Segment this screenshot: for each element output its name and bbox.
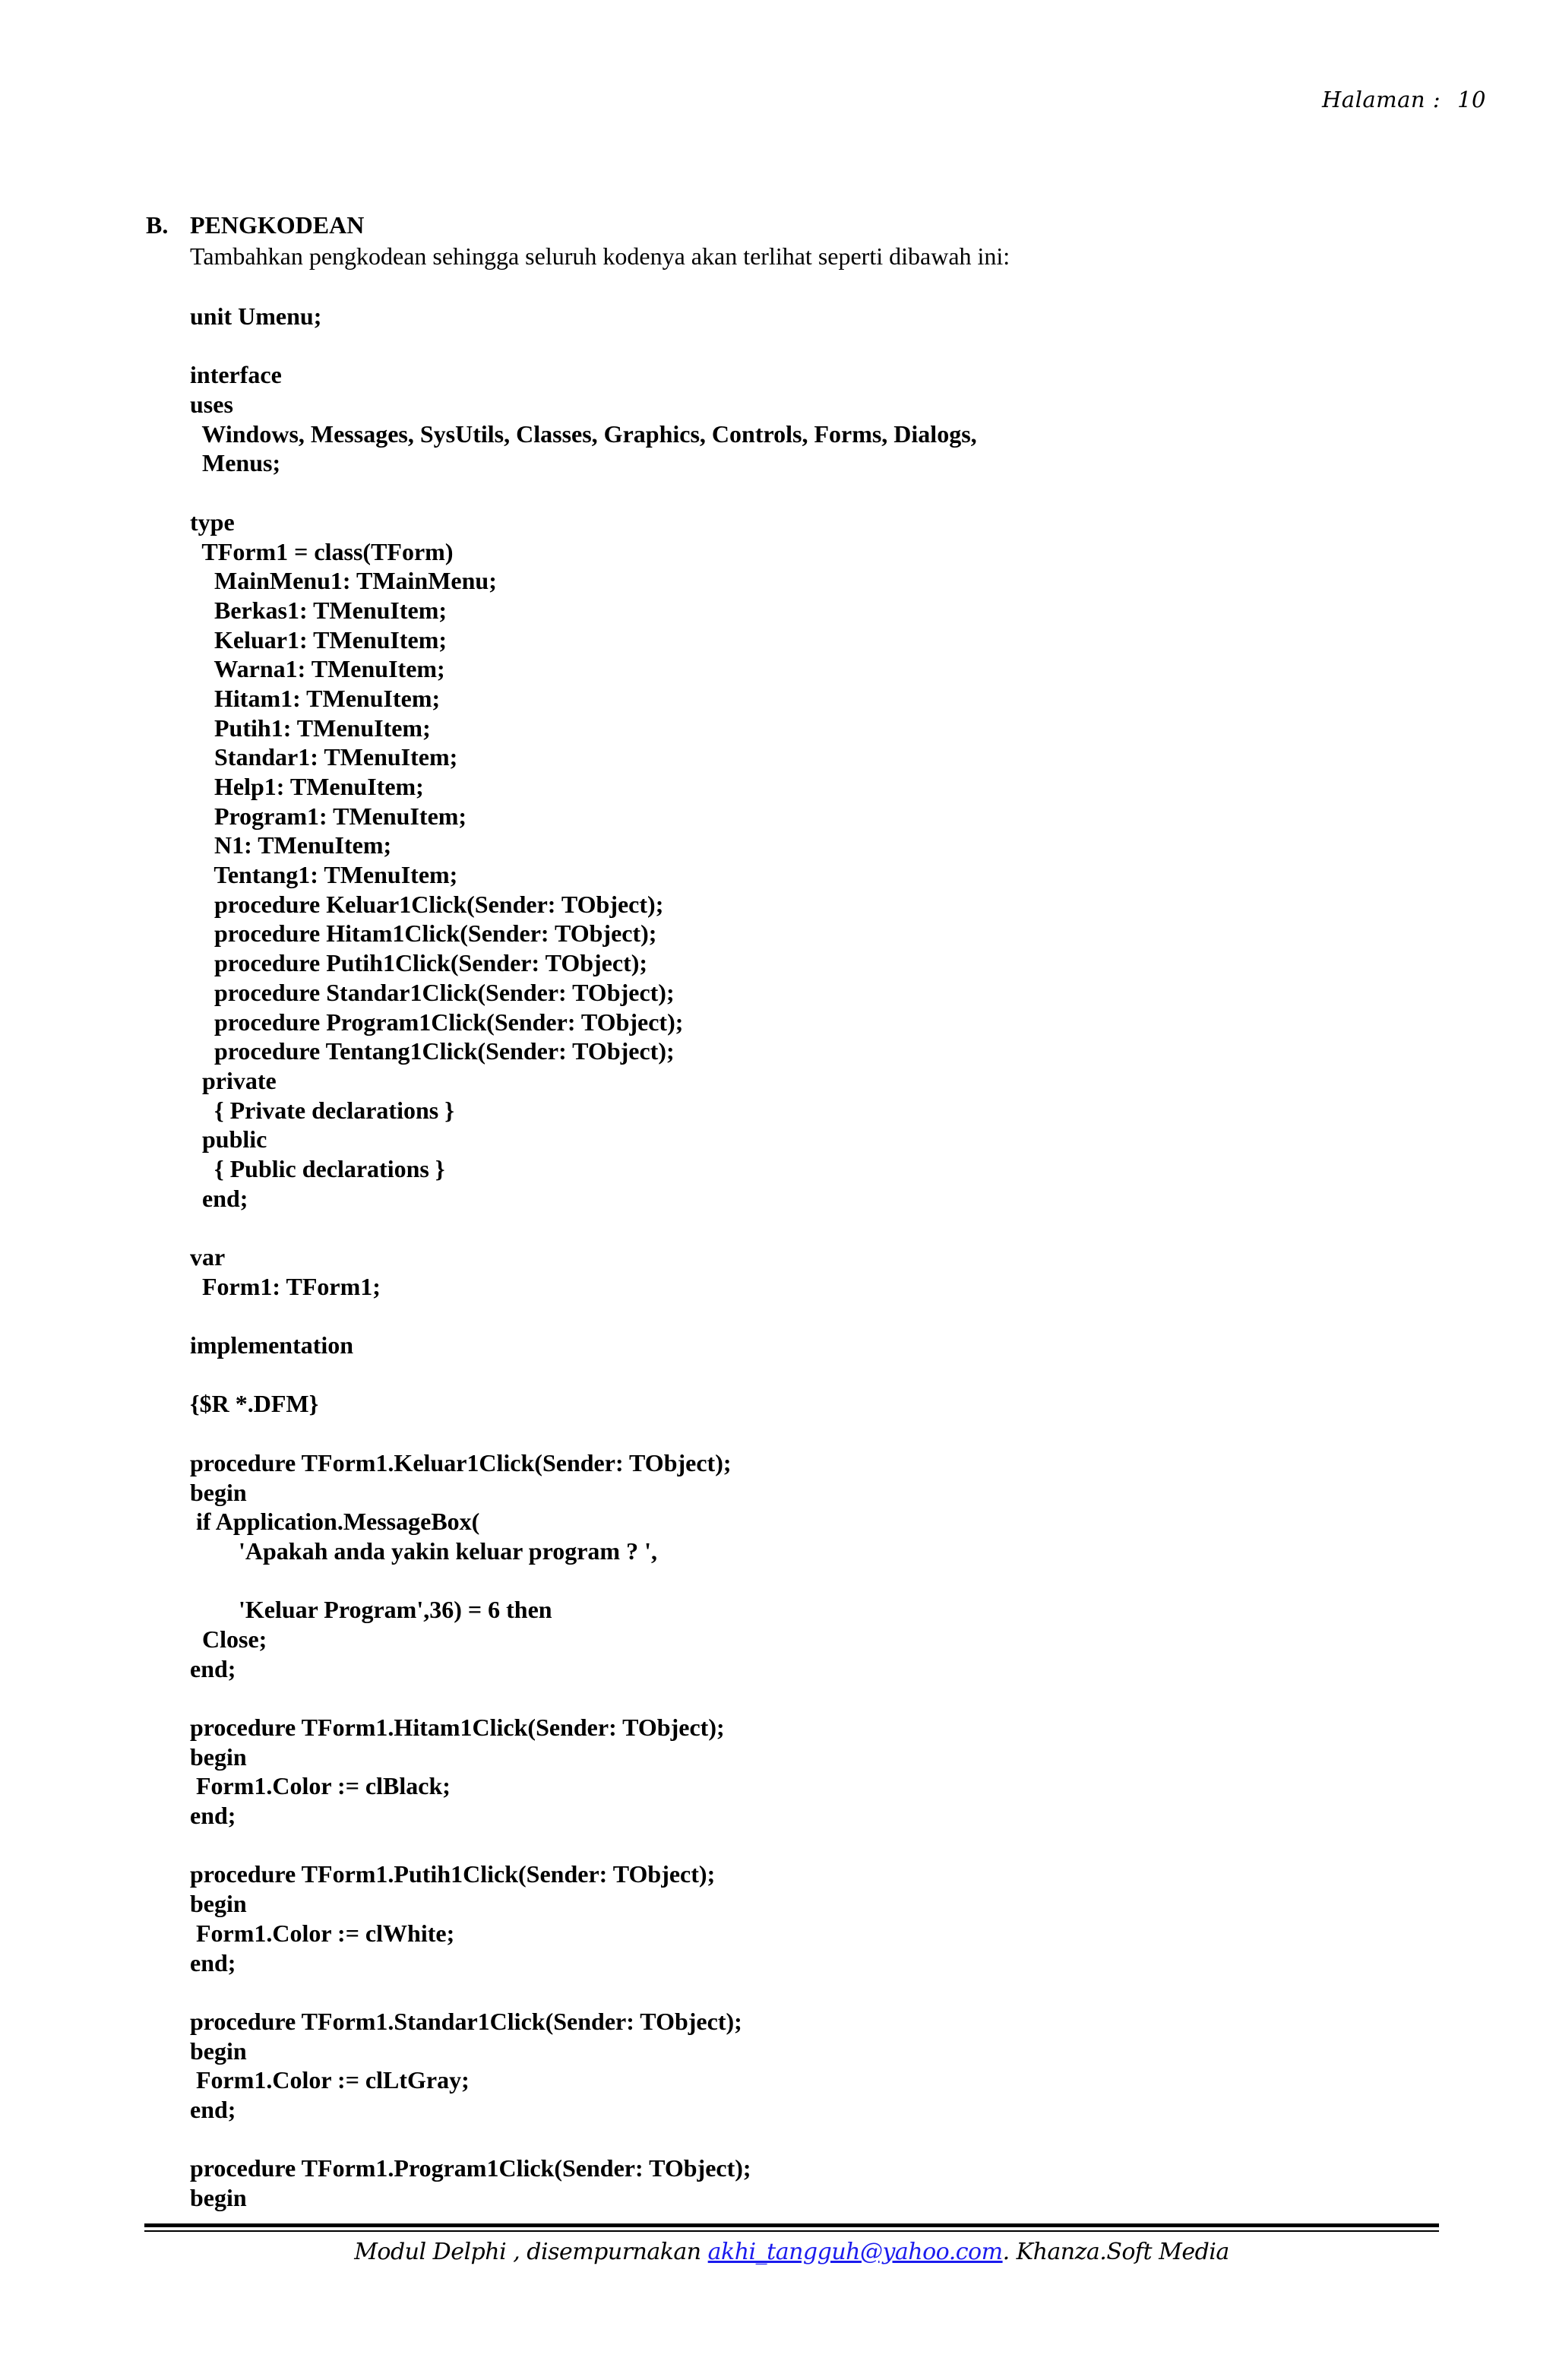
page-label: Halaman : bbox=[1321, 87, 1441, 112]
page-footer bbox=[144, 2239, 1439, 2265]
code-line bbox=[190, 1213, 977, 1242]
code-line: begin bbox=[190, 2037, 247, 2065]
code-line bbox=[190, 478, 977, 508]
code-line: Hitam1: TMenuItem; bbox=[190, 684, 441, 712]
code-line: Form1.Color := clLtGray; bbox=[190, 2066, 470, 2094]
code-line: end; bbox=[190, 1802, 236, 1830]
code-line: procedure TForm1.Program1Click(Sender: TObject); bbox=[190, 2154, 751, 2182]
code-line: {$R *.DFM} bbox=[190, 1390, 319, 1418]
footer-email-link[interactable]: akhi_tangguh@yahoo.com bbox=[707, 2239, 1003, 2265]
code-line: Putih1: TMenuItem; bbox=[190, 714, 431, 742]
code-line: unit Umenu; bbox=[190, 302, 322, 330]
code-line bbox=[190, 2125, 977, 2154]
footer-rule-thin bbox=[144, 2230, 1439, 2232]
code-line: N1: TMenuItem; bbox=[190, 831, 392, 859]
code-line: 'Keluar Program',36) = 6 then bbox=[190, 1596, 552, 1624]
code-line: MainMenu1: TMainMenu; bbox=[190, 567, 497, 595]
code-line: Berkas1: TMenuItem; bbox=[190, 596, 448, 624]
code-line: interface bbox=[190, 361, 282, 389]
code-line: implementation bbox=[190, 1331, 354, 1359]
code-line bbox=[190, 1419, 977, 1448]
code-line: Keluar1: TMenuItem; bbox=[190, 625, 448, 654]
code-line: end; bbox=[190, 1948, 236, 1976]
code-line: var bbox=[190, 1243, 226, 1271]
code-line: procedure TForm1.Hitam1Click(Sender: TObject); bbox=[190, 1714, 725, 1741]
code-line: procedure Tentang1Click(Sender: TObject); bbox=[190, 1037, 675, 1065]
code-line bbox=[190, 1360, 977, 1390]
code-line: Tentang1: TMenuItem; bbox=[190, 861, 458, 889]
page-number: 10 bbox=[1457, 87, 1486, 112]
code-line: procedure TForm1.Putih1Click(Sender: TObject); bbox=[190, 1860, 716, 1888]
section-title: PENGKODEAN bbox=[190, 211, 365, 239]
code-line: Warna1: TMenuItem; bbox=[190, 655, 445, 683]
code-line: procedure Keluar1Click(Sender: TObject); bbox=[190, 890, 664, 918]
footer-rule-thick bbox=[144, 2223, 1439, 2227]
code-line: end; bbox=[190, 1184, 248, 1212]
code-line: Windows, Messages, SysUtils, Classes, Graphics, Controls, Forms, Dialogs, bbox=[190, 419, 977, 448]
code-line: Form1.Color := clBlack; bbox=[190, 1772, 451, 1800]
code-line: uses bbox=[190, 391, 233, 419]
code-line: begin bbox=[190, 2184, 247, 2211]
code-line: Menus; bbox=[190, 449, 281, 477]
code-listing bbox=[190, 302, 977, 2213]
footer-suffix: . Khanza.Soft Media bbox=[1002, 2239, 1229, 2265]
code-line bbox=[190, 1566, 977, 1596]
code-line bbox=[190, 1831, 977, 1860]
code-line: procedure Standar1Click(Sender: TObject); bbox=[190, 978, 675, 1006]
code-line: type bbox=[190, 508, 235, 536]
code-line bbox=[190, 331, 977, 361]
code-line: procedure TForm1.Standar1Click(Sender: TObject); bbox=[190, 2007, 742, 2035]
code-line: private bbox=[190, 1066, 277, 1094]
code-line: Help1: TMenuItem; bbox=[190, 773, 424, 800]
code-line: begin bbox=[190, 1742, 247, 1771]
page-header bbox=[1322, 87, 1486, 112]
code-line: Form1: TForm1; bbox=[190, 1272, 381, 1300]
code-line bbox=[190, 1683, 977, 1713]
code-line: Close; bbox=[190, 1625, 267, 1653]
code-line: Standar1: TMenuItem; bbox=[190, 743, 458, 771]
code-line: 'Apakah anda yakin keluar program ? ', bbox=[190, 1537, 657, 1565]
code-line: procedure Putih1Click(Sender: TObject); bbox=[190, 949, 648, 977]
code-line: { Public declarations } bbox=[190, 1154, 445, 1182]
code-line: end; bbox=[190, 1654, 236, 1682]
code-line: begin bbox=[190, 1890, 247, 1918]
code-line: public bbox=[190, 1125, 267, 1154]
code-line: procedure Program1Click(Sender: TObject); bbox=[190, 1008, 684, 1036]
section-heading bbox=[146, 213, 364, 237]
code-line: begin bbox=[190, 1478, 247, 1506]
footer-prefix: Modul Delphi , disempurnakan bbox=[354, 2239, 708, 2265]
code-line: Form1.Color := clWhite; bbox=[190, 1919, 455, 1947]
code-line: if Application.MessageBox( bbox=[190, 1508, 480, 1536]
code-line: procedure Hitam1Click(Sender: TObject); bbox=[190, 919, 657, 948]
section-letter: B. bbox=[146, 211, 169, 239]
code-line: TForm1 = class(TForm) bbox=[190, 537, 454, 565]
code-line bbox=[190, 1977, 977, 2007]
code-line: Program1: TMenuItem; bbox=[190, 802, 467, 830]
code-line: procedure TForm1.Keluar1Click(Sender: TObject); bbox=[190, 1448, 732, 1476]
code-line bbox=[190, 1301, 977, 1331]
code-line: end; bbox=[190, 2095, 236, 2123]
code-line: { Private declarations } bbox=[190, 1096, 454, 1124]
section-intro: Tambahkan pengkodean sehingga seluruh kodenya akan terlihat seperti dibawah ini: bbox=[190, 242, 1010, 270]
